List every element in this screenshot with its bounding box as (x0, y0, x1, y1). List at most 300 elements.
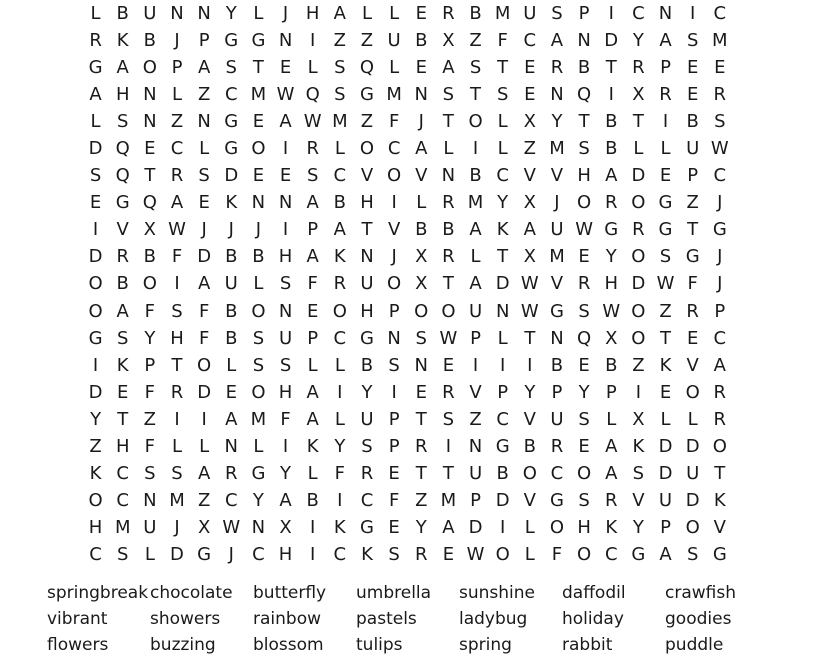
grid-letter: P (497, 381, 509, 403)
word-list-item: holiday (562, 609, 624, 629)
grid-letter: E (442, 354, 455, 376)
grid-letter: A (333, 219, 346, 241)
word-list-item: daffodil (562, 583, 626, 603)
grid-letter: Z (523, 138, 536, 160)
grid-letter: F (144, 300, 156, 322)
grid-letter: H (305, 2, 320, 24)
grid-row (82, 190, 733, 217)
grid-letter: X (605, 327, 618, 349)
grid-letter: J (282, 2, 289, 24)
grid-letter: Y (144, 327, 156, 349)
grid-letter: E (578, 246, 590, 268)
grid-letter: B (523, 436, 536, 458)
word-list-item: goodies (665, 609, 732, 629)
grid-letter: P (660, 517, 671, 539)
grid-letter: R (577, 273, 591, 295)
grid-letter: Q (115, 165, 130, 187)
grid-letter: B (605, 110, 618, 132)
grid-letter: R (550, 56, 564, 78)
grid-letter: I (174, 408, 180, 430)
grid-letter: S (198, 165, 210, 187)
grid-letter: S (686, 544, 699, 566)
grid-letter: L (199, 138, 210, 160)
word-list-item: butterfly (253, 583, 327, 603)
grid-letter: E (225, 381, 237, 403)
grid-letter: O (712, 436, 727, 458)
word-list-item: rabbit (562, 635, 613, 655)
grid-letter: S (551, 2, 563, 24)
grid-letter: Z (333, 29, 346, 51)
grid-letter: V (523, 408, 536, 430)
grid-letter: N (251, 517, 266, 539)
grid-letter: T (714, 463, 726, 485)
grid-letter: J (717, 246, 723, 268)
grid-letter: N (550, 327, 564, 349)
grid-letter: Q (577, 327, 592, 349)
grid-letter: R (686, 300, 699, 322)
grid-letter: A (225, 408, 238, 430)
grid-letter: G (549, 300, 564, 322)
grid-letter: L (334, 408, 345, 430)
grid-letter: G (224, 29, 239, 51)
grid-letter: I (635, 381, 642, 403)
grid-letter: T (442, 463, 454, 485)
grid-letter: O (88, 273, 103, 295)
grid-letter: L (334, 138, 345, 160)
grid-letter: S (116, 110, 129, 132)
grid-letter: U (686, 138, 700, 160)
grid-letter: I (690, 2, 696, 24)
grid-letter: B (306, 490, 319, 512)
grid-letter: R (442, 246, 455, 268)
grid-row (82, 379, 733, 406)
grid-letter: Z (360, 110, 374, 132)
grid-row (82, 434, 733, 461)
grid-letter: A (116, 56, 129, 78)
grid-letter: O (387, 273, 402, 295)
grid-letter: W (222, 517, 241, 539)
grid-letter: Z (469, 29, 482, 51)
grid-letter: S (225, 56, 237, 78)
grid-letter: D (88, 381, 103, 403)
grid-letter: F (551, 544, 563, 566)
grid-row (82, 298, 733, 325)
grid-row (82, 108, 733, 135)
grid-letter: A (197, 56, 211, 78)
word-list-item: sunshine (459, 583, 535, 603)
grid-letter: L (253, 2, 264, 24)
grid-letter: K (632, 436, 645, 458)
grid-letter: X (523, 110, 536, 132)
grid-letter: S (171, 463, 183, 485)
word-list-column (665, 580, 768, 658)
grid-letter: U (550, 408, 564, 430)
grid-letter: P (307, 327, 319, 349)
grid-letter: B (360, 354, 374, 376)
grid-letter: V (523, 490, 536, 512)
grid-letter: B (469, 165, 482, 187)
grid-letter: S (279, 273, 292, 295)
grid-letter: T (578, 110, 590, 132)
grid-letter: R (360, 463, 374, 485)
grid-letter: I (608, 2, 614, 24)
grid-letter: B (686, 110, 699, 132)
grid-letter: B (116, 2, 129, 24)
grid-letter: X (415, 273, 428, 295)
grid-letter: J (717, 273, 723, 295)
grid-letter: M (250, 408, 267, 430)
word-list-item: rainbow (253, 609, 321, 629)
grid-letter: E (686, 83, 699, 105)
grid-letter: L (361, 2, 372, 24)
grid-letter: U (278, 327, 293, 349)
grid-letter: E (252, 165, 265, 187)
grid-letter: L (497, 327, 508, 349)
grid-letter: E (144, 138, 156, 160)
grid-letter: N (197, 110, 211, 132)
grid-letter: S (469, 56, 482, 78)
grid-letter: A (415, 138, 428, 160)
word-list-column (47, 580, 150, 658)
grid-letter: W (466, 544, 485, 566)
grid-row (82, 488, 733, 515)
grid-letter: L (524, 544, 535, 566)
grid-letter: B (496, 463, 509, 485)
grid-letter: E (279, 165, 292, 187)
grid-letter: T (632, 110, 644, 132)
grid-letter: D (685, 490, 700, 512)
grid-letter: S (578, 490, 590, 512)
grid-letter: A (442, 517, 455, 539)
grid-letter: A (197, 463, 211, 485)
grid-letter: Y (605, 246, 617, 268)
grid-letter: T (171, 354, 183, 376)
grid-letter: L (90, 110, 101, 132)
grid-row (82, 217, 733, 244)
grid-letter: P (388, 300, 400, 322)
grid-letter: S (252, 327, 265, 349)
grid-letter: T (524, 327, 536, 349)
grid-letter: J (418, 110, 424, 132)
grid-letter: I (201, 408, 207, 430)
grid-letter: E (117, 381, 129, 403)
grid-letter: T (361, 219, 373, 241)
grid-letter: C (333, 165, 347, 187)
grid-letter: M (494, 2, 511, 24)
grid-letter: W (168, 219, 186, 241)
grid-letter: A (306, 381, 319, 403)
grid-letter: V (415, 165, 428, 187)
grid-letter: I (282, 219, 289, 241)
grid-row (82, 406, 733, 433)
grid-letter: H (278, 544, 293, 566)
grid-letter: V (686, 354, 699, 376)
grid-letter: H (278, 246, 293, 268)
grid-letter: D (631, 273, 646, 295)
grid-letter: R (713, 381, 727, 403)
grid-letter: G (88, 327, 103, 349)
grid-letter: F (144, 436, 156, 458)
grid-letter: O (577, 192, 592, 214)
grid-letter: S (144, 463, 156, 485)
grid-letter: J (554, 192, 560, 214)
grid-letter: H (115, 436, 130, 458)
grid-letter: I (92, 354, 99, 376)
grid-letter: P (171, 56, 183, 78)
grid-letter: G (712, 219, 727, 241)
grid-letter: O (142, 56, 157, 78)
grid-letter: F (198, 327, 210, 349)
grid-letter: R (333, 273, 347, 295)
grid-letter: N (170, 2, 184, 24)
grid-letter: F (388, 110, 400, 132)
grid-row (82, 135, 733, 162)
grid-letter: L (470, 246, 481, 268)
grid-letter: C (604, 544, 618, 566)
grid-letter: A (469, 273, 482, 295)
grid-row (82, 271, 733, 298)
grid-letter: L (497, 138, 508, 160)
grid-letter: E (415, 56, 427, 78)
grid-letter: G (685, 246, 700, 268)
grid-letter: N (658, 2, 673, 24)
grid-letter: L (660, 138, 671, 160)
grid-letter: W (575, 219, 593, 241)
grid-letter: W (710, 138, 729, 160)
grid-letter: G (712, 544, 727, 566)
grid-letter: S (388, 544, 400, 566)
grid-letter: B (143, 246, 157, 268)
grid-letter: T (497, 56, 509, 78)
grid-letter: B (225, 327, 238, 349)
grid-letter: Y (551, 110, 563, 132)
grid-letter: T (497, 246, 509, 268)
grid-letter: E (307, 300, 319, 322)
grid-letter: A (605, 436, 618, 458)
grid-letter: L (633, 138, 644, 160)
grid-letter: R (632, 219, 645, 241)
grid-letter: D (658, 436, 673, 458)
grid-letter: K (361, 544, 373, 566)
grid-letter: I (337, 490, 343, 512)
grid-letter: C (360, 490, 374, 512)
grid-letter: D (631, 165, 646, 187)
grid-letter: D (88, 138, 103, 160)
grid-letter: R (415, 544, 428, 566)
grid-letter: S (578, 300, 590, 322)
word-list-column (459, 580, 562, 658)
grid-letter: L (144, 544, 155, 566)
grid-letter: D (495, 273, 510, 295)
word-list-column (562, 580, 665, 658)
grid-letter: N (143, 490, 157, 512)
grid-letter: A (306, 192, 319, 214)
grid-letter: I (337, 381, 343, 403)
grid-letter: N (251, 192, 266, 214)
grid-letter: D (495, 490, 510, 512)
grid-row (82, 461, 733, 488)
grid-letter: U (658, 490, 673, 512)
grid-letter: T (470, 83, 482, 105)
grid-letter: O (88, 300, 103, 322)
grid-letter: U (143, 2, 157, 24)
grid-letter: Q (577, 83, 592, 105)
grid-letter: J (174, 517, 180, 539)
grid-row (82, 27, 733, 54)
grid-letter: L (307, 463, 318, 485)
grid-letter: R (550, 436, 564, 458)
grid-letter: N (224, 436, 238, 458)
grid-letter: A (306, 408, 319, 430)
grid-letter: P (388, 436, 400, 458)
grid-letter: K (116, 29, 129, 51)
grid-letter: G (224, 110, 239, 132)
grid-letter: W (602, 300, 621, 322)
grid-letter: N (278, 192, 293, 214)
grid-letter: N (278, 300, 293, 322)
word-list-item: umbrella (356, 583, 432, 603)
grid-letter: R (170, 165, 184, 187)
grid-letter: S (171, 300, 183, 322)
grid-letter: P (660, 56, 671, 78)
grid-letter: A (89, 83, 102, 105)
grid-letter: I (527, 354, 533, 376)
grid-letter: P (470, 327, 481, 349)
grid-letter: R (713, 408, 727, 430)
grid-letter: A (116, 300, 129, 322)
grid-letter: I (174, 273, 180, 295)
grid-letter: Y (578, 381, 590, 403)
grid-letter: E (442, 544, 455, 566)
grid-letter: S (252, 354, 265, 376)
grid-letter: L (497, 110, 508, 132)
grid-row (82, 515, 733, 542)
grid-letter: H (577, 517, 591, 539)
grid-letter: K (659, 354, 672, 376)
grid-letter: Z (469, 408, 482, 430)
grid-row (82, 81, 733, 108)
grid-letter: U (360, 408, 374, 430)
grid-letter: S (116, 327, 129, 349)
grid-letter: C (333, 544, 347, 566)
grid-letter: U (360, 273, 374, 295)
grid-letter: B (415, 29, 428, 51)
grid-letter: R (306, 138, 319, 160)
grid-letter: U (224, 273, 238, 295)
grid-letter: Y (252, 490, 264, 512)
grid-letter: O (631, 300, 646, 322)
grid-letter: D (658, 463, 673, 485)
word-list-column (356, 580, 459, 658)
grid-letter: A (333, 2, 346, 24)
grid-letter: N (495, 300, 510, 322)
grid-letter: C (496, 408, 509, 430)
grid-letter: I (391, 381, 397, 403)
grid-letter: L (307, 56, 318, 78)
grid-letter: E (686, 327, 699, 349)
grid-letter: E (198, 192, 210, 214)
grid-letter: A (306, 246, 319, 268)
grid-letter: B (116, 273, 129, 295)
grid-letter: E (686, 56, 699, 78)
grid-letter: Q (142, 192, 157, 214)
grid-letter: F (144, 381, 156, 403)
grid-letter: Y (632, 517, 644, 539)
grid-letter: D (197, 381, 212, 403)
grid-letter: L (307, 354, 318, 376)
grid-letter: E (524, 83, 536, 105)
grid-letter: X (415, 246, 428, 268)
grid-letter: R (116, 246, 129, 268)
grid-letter: Z (170, 110, 184, 132)
grid-letter: F (334, 463, 346, 485)
grid-letter: M (467, 192, 484, 214)
grid-letter: S (89, 165, 102, 187)
grid-letter: B (143, 29, 157, 51)
grid-letter: O (251, 138, 266, 160)
grid-letter: E (659, 165, 672, 187)
grid-letter: A (197, 273, 211, 295)
grid-letter: X (523, 246, 536, 268)
grid-letter: O (522, 463, 537, 485)
grid-letter: T (415, 408, 427, 430)
grid-letter: Y (415, 517, 427, 539)
grid-letter: S (334, 83, 346, 105)
grid-letter: A (279, 110, 292, 132)
grid-row (82, 542, 733, 569)
grid-letter: P (307, 219, 319, 241)
grid-letter: L (389, 56, 400, 78)
grid-letter: M (440, 490, 457, 512)
grid-letter: I (445, 436, 452, 458)
grid-letter: G (251, 29, 266, 51)
grid-letter: L (334, 354, 345, 376)
grid-letter: C (387, 138, 401, 160)
grid-letter: C (550, 463, 564, 485)
grid-letter: K (333, 246, 346, 268)
grid-letter: L (253, 436, 264, 458)
grid-letter: D (468, 517, 483, 539)
grid-letter: P (388, 408, 400, 430)
grid-letter: H (278, 381, 293, 403)
grid-letter: C (713, 2, 727, 24)
grid-letter: G (88, 56, 103, 78)
grid-letter: L (171, 436, 182, 458)
grid-letter: W (520, 300, 539, 322)
grid-letter: U (143, 517, 157, 539)
grid-letter: N (197, 2, 211, 24)
grid-letter: S (306, 165, 319, 187)
word-list-item: spring (459, 635, 512, 655)
grid-letter: B (225, 246, 238, 268)
grid-letter: H (88, 517, 103, 539)
grid-letter: G (658, 192, 673, 214)
grid-letter: U (387, 29, 401, 51)
grid-letter: K (116, 354, 129, 376)
grid-letter: I (500, 354, 506, 376)
grid-letter: H (604, 273, 619, 295)
grid-letter: O (549, 517, 565, 539)
grid-letter: L (443, 138, 454, 160)
grid-letter: V (523, 165, 536, 187)
grid-letter: N (414, 83, 428, 105)
grid-letter: B (469, 2, 482, 24)
grid-letter: G (360, 517, 374, 539)
word-list-item: ladybug (459, 609, 528, 629)
grid-letter: H (170, 327, 184, 349)
word-list-item: buzzing (150, 635, 216, 655)
grid-letter: B (252, 246, 265, 268)
